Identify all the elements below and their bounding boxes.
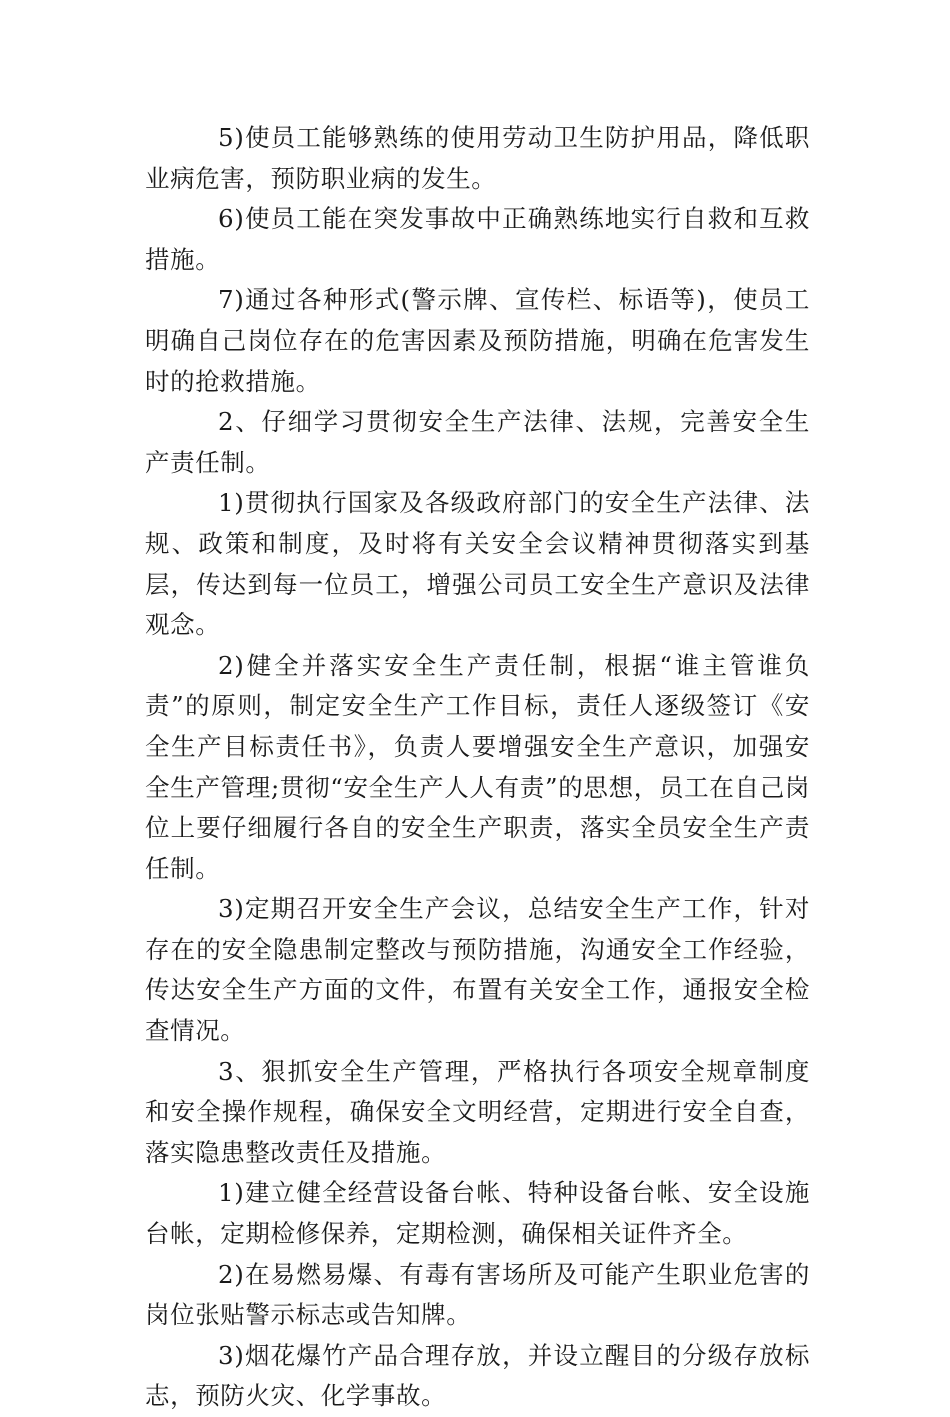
paragraph-section3-item-3: 3)烟花爆竹产品合理存放，并设立醒目的分级存放标志，预防火灾、化学事故。 bbox=[145, 1340, 810, 1411]
paragraph-item-5: 5)使员工能够熟练的使用劳动卫生防护用品，降低职业病危害，预防职业病的发生。 bbox=[145, 123, 810, 193]
section-heading-2: 2、仔细学习贯彻安全生产法律、法规，完善安全生产责任制。 bbox=[145, 407, 810, 477]
paragraph-section2-item-3: 3)定期召开安全生产会议，总结安全生产工作，针对存在的安全隐患制定整改与预防措施，沟通安全工作经验，传达安全生产方面的文件，布置有关安全工作，通报安全检查情况。 bbox=[145, 894, 810, 1046]
section-heading-3: 3、狠抓安全生产管理，严格执行各项安全规章制度和安全操作规程，确保安全文明经营，定期进行安全自查，落实隐患整改责任及措施。 bbox=[145, 1056, 810, 1167]
document-body bbox=[145, 118, 810, 1417]
paragraph-section3-item-2: 2)在易燃易爆、有毒有害场所及可能产生职业危害的岗位张贴警示标志或告知牌。 bbox=[145, 1259, 810, 1330]
paragraph-item-6: 6)使员工能在突发事故中正确熟练地实行自救和互救措施。 bbox=[145, 204, 810, 274]
paragraph-section2-item-1: 1)贯彻执行国家及各级政府部门的安全生产法律、法规、政策和制度，及时将有关安全会议精神贯彻落实到基层，传达到每一位员工，增强公司员工安全生产意识及法律观念。 bbox=[145, 488, 810, 640]
paragraph-section3-item-1: 1)建立健全经营设备台帐、特种设备台帐、安全设施台帐，定期检修保养，定期检测，确保相关证件齐全。 bbox=[145, 1178, 810, 1249]
paragraph-item-7: 7)通过各种形式(警示牌、宣传栏、标语等)，使员工明确自己岗位存在的危害因素及预防措施，明确在危害发生时的抢救措施。 bbox=[145, 285, 810, 396]
paragraph-section2-item-2: 2)健全并落实安全生产责任制，根据“谁主管谁负责”的原则，制定安全生产工作目标，责任人逐级签订《安全生产目标责任书》，负责人要增强安全生产意识，加强安全生产管理;贯彻“安全生产人人有责”的思想，员工在自己岗位上要仔细履行各自的安全生产职责，落实全员安全生产责任制。 bbox=[145, 650, 810, 883]
